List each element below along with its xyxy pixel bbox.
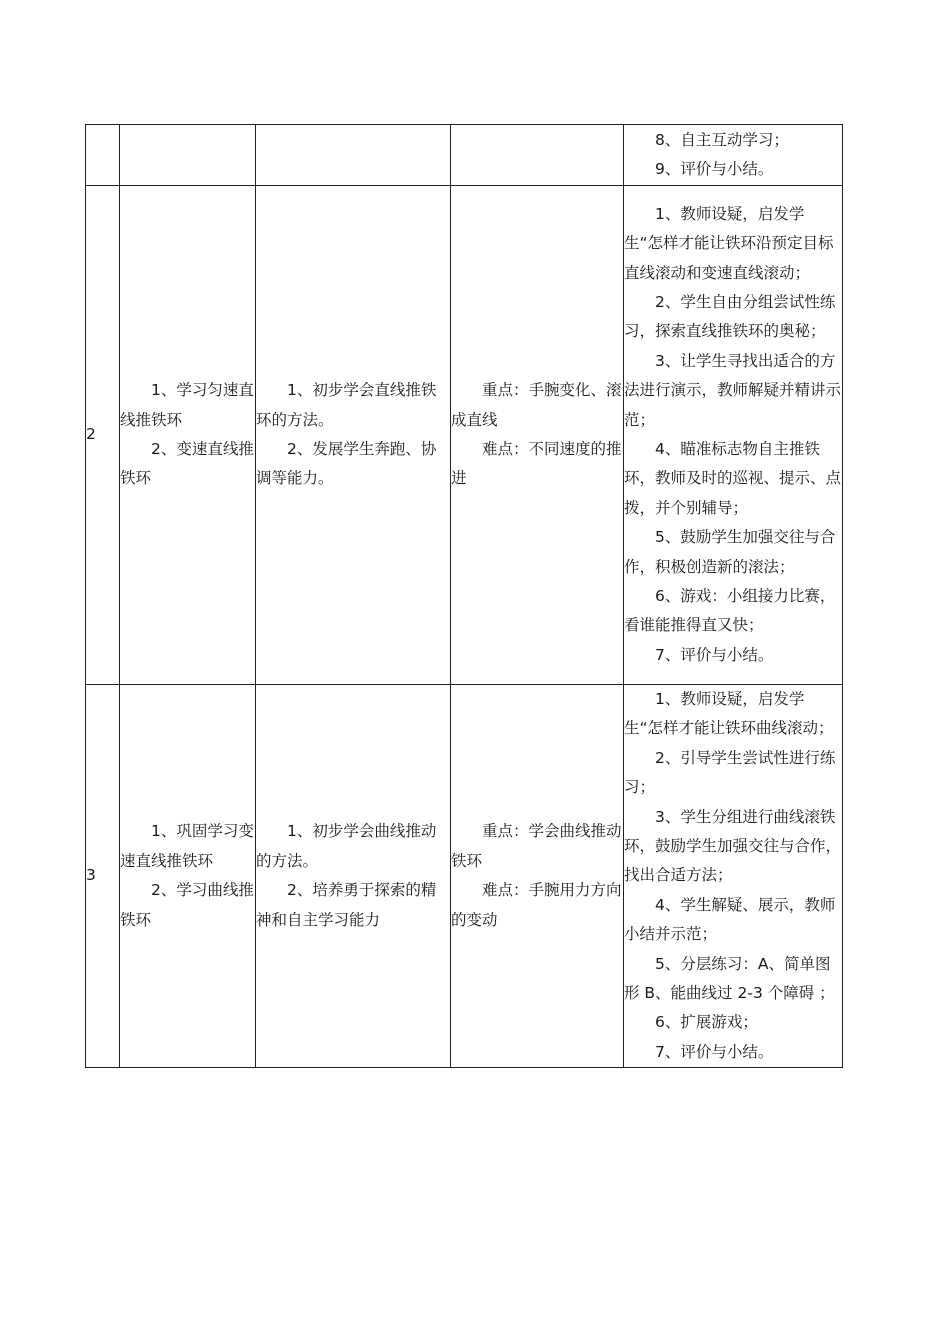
process-step: 5、分层练习：A、简单图形 B、能曲线过 2-3 个障碍 ； — [624, 954, 835, 1003]
objectives-cell — [120, 186, 256, 685]
objectives-cell — [120, 685, 256, 1068]
objective-item: 1、学习匀速直线推铁环 — [120, 381, 254, 429]
objectives-cell — [120, 125, 256, 186]
keypoints-cell — [451, 186, 624, 685]
goal-item: 2、培养勇于探索的精神和自主学习能力 — [256, 881, 437, 929]
goal-item: 2、发展学生奔跑、协调等能力。 — [256, 440, 437, 488]
process-step: 1、教师设疑，启发学生“怎样才能让铁环曲线滚动； — [624, 690, 834, 738]
process-cell — [624, 186, 843, 685]
keypoint-item: 难点：不同速度的推进 — [451, 440, 622, 488]
keypoints-cell — [451, 125, 624, 186]
process-step: 8、自主互动学习； — [655, 130, 789, 149]
process-step: 1、教师设疑，启发学生“怎样才能让铁环沿预定目标直线滚动和变速直线滚动； — [624, 204, 834, 282]
goal-item: 1、初步学会曲线推动的方法。 — [256, 822, 437, 870]
process-step: 2、学生自由分组尝试性练习，探索直线推铁环的奥秘； — [624, 292, 836, 341]
objective-item: 2、学习曲线推铁环 — [120, 881, 254, 929]
objective-item: 2、变速直线推铁环 — [120, 440, 254, 488]
keypoints-cell — [451, 685, 624, 1068]
table-row — [86, 186, 843, 685]
lesson-number-cell: 3 — [86, 685, 120, 1068]
table-row — [86, 125, 843, 186]
keypoint-item: 难点：手腕用力方向的变动 — [451, 881, 622, 929]
goals-cell — [256, 186, 451, 685]
process-step: 2、引导学生尝试性进行练习； — [624, 748, 836, 797]
goal-item: 1、初步学会直线推铁环的方法。 — [256, 381, 437, 429]
process-step: 5、鼓励学生加强交往与合作，积极创造新的滚法； — [624, 528, 836, 576]
goals-cell — [256, 685, 451, 1068]
keypoint-item: 重点：学会曲线推动铁环 — [451, 822, 622, 870]
table-row — [86, 685, 843, 1068]
keypoint-item: 重点：手腕变化、滚成直线 — [451, 381, 622, 429]
process-cell — [624, 125, 843, 186]
process-step: 4、瞄准标志物自主推铁环，教师及时的巡视、提示、点拨，并个别辅导； — [624, 440, 842, 517]
lesson-number-cell — [86, 125, 120, 186]
lesson-plan-table — [85, 124, 843, 1068]
process-step: 6、扩展游戏； — [655, 1013, 758, 1032]
lesson-number-cell: 2 — [86, 186, 120, 685]
process-step: 9、评价与小结。 — [655, 160, 774, 178]
process-step: 4、学生解疑、展示，教师小结并示范； — [624, 895, 836, 944]
process-step: 7、评价与小结。 — [655, 645, 774, 664]
process-step: 3、让学生寻找出适合的方法进行演示，教师解疑并精讲示范； — [624, 351, 842, 429]
goals-cell — [256, 125, 451, 186]
process-step: 3、学生分组进行曲线滚铁环，鼓励学生加强交往与合作，找出合适方法； — [624, 807, 842, 885]
objective-item: 1、巩固学习变速直线推铁环 — [120, 822, 254, 870]
process-step: 7、评价与小结。 — [655, 1042, 774, 1061]
process-step: 6、游戏：小组接力比赛，看谁能推得直又快； — [624, 587, 836, 635]
process-cell — [624, 685, 843, 1068]
